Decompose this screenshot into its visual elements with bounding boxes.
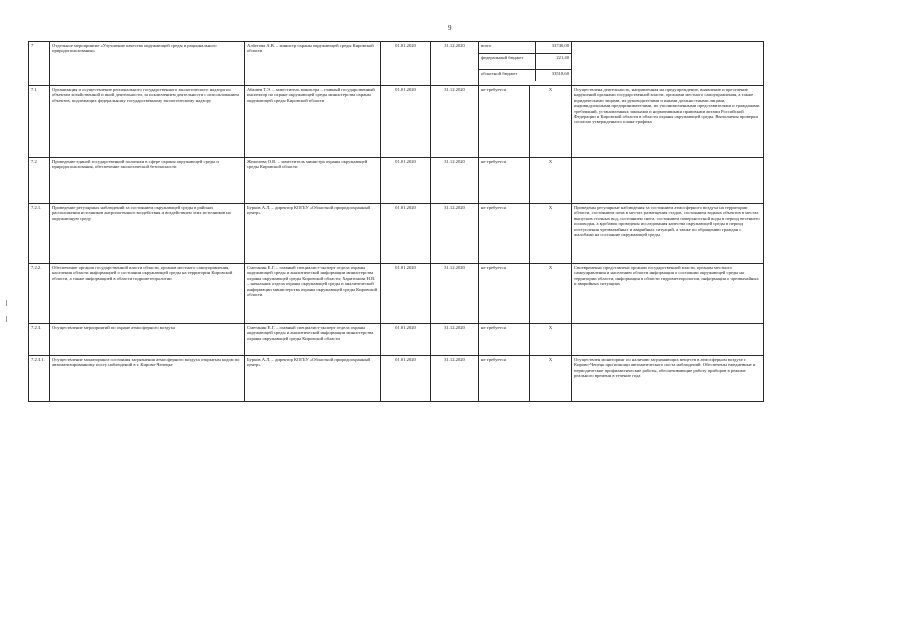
end-date: 31.12.2020	[431, 204, 479, 264]
start-date: 01.01.2020	[381, 42, 431, 86]
table-row	[29, 204, 764, 264]
funding-amount: 221,40	[556, 55, 570, 60]
responsible: Жежелева О.В. – заместитель министра охраны окружающей среды Кировской области	[245, 158, 381, 204]
result	[572, 42, 764, 86]
start-date: 01.01.2020	[381, 158, 431, 204]
margin-mark	[6, 316, 7, 322]
responsible: Сметанин Е.Г. – главный специалист-эксперт отдела охраны окружающей среды и аналитической информации министерства охраны окружающей среды Кировской области	[245, 324, 381, 356]
result: Осуществлен мониторинг по наличию загрязняющих веществ в атмосферном воздухе г. Кирово-Чепецк при помощи автоматического поста наблюдений. Обеспечены ежедневные и периодические профилактические работы, обеспечивающие работу приборов в режиме реального времени в течение года	[572, 356, 764, 402]
funding-status: не требуется	[479, 158, 530, 204]
funding-row	[479, 42, 571, 54]
table-row	[29, 42, 764, 86]
funding-row	[479, 54, 571, 70]
funding-row	[479, 70, 571, 81]
funding-amount: 33740,00	[551, 43, 570, 48]
funding-status: не требуется	[479, 356, 530, 402]
funding-x: Х	[530, 356, 572, 402]
row-number: 7.2	[29, 158, 50, 204]
funding-breakdown	[479, 42, 572, 86]
start-date: 01.01.2020	[381, 264, 431, 324]
funding-x: Х	[530, 158, 572, 204]
table-row	[29, 158, 764, 204]
funding-status: не требуется	[479, 264, 530, 324]
start-date: 01.01.2020	[381, 204, 431, 264]
start-date: 01.01.2020	[381, 356, 431, 402]
funding-x: Х	[530, 324, 572, 356]
funding-label: федеральный бюджет	[479, 54, 536, 69]
end-date: 31.12.2020	[431, 324, 479, 356]
funding-x: Х	[530, 204, 572, 264]
funding-amount: 33518,60	[551, 71, 570, 76]
result	[572, 158, 764, 204]
row-number: 7.2.2.	[29, 264, 50, 324]
table-row	[29, 324, 764, 356]
table-row	[29, 356, 764, 402]
row-number: 7	[29, 42, 50, 86]
result: Проведены регулярные наблюдения за состоянием атмосферного воздуха на территории области, состоянием почв в местах размещения стадов, состоянием водных объектов в местах выпусков сточных вод, состоянием снега, состоянием поверхностной воды в период весеннего половодья, а вдобавок проведены исследования качества окружающей среды в период поступления чрезвычайных и аварийных ситуаций, а также по обращению граждан с жалобами на состояние окружающей среды	[572, 204, 764, 264]
end-date: 31.12.2020	[431, 158, 479, 204]
activity-name: Осуществление мероприятий по охране атмосферного воздуха	[50, 324, 245, 356]
funding-status: не требуется	[479, 204, 530, 264]
end-date: 31.12.2020	[431, 42, 479, 86]
activity-name: Отдельное мероприятие «Улучшение качества окружающей среды и рационального природопользования»	[50, 42, 245, 86]
end-date: 31.12.2020	[431, 264, 479, 324]
page-number: 9	[448, 24, 452, 32]
activity-name: Организация и осуществление регионального государственного экологического надзора по объектам хозяйственной и иной деятельности, за исключением деятельности с использованием объектов, подлежащих федеральному государственному экологическому надзору	[50, 86, 245, 158]
funding-label: всего	[479, 42, 536, 53]
activity-name: Проведение единой государственной политики в сфере охраны окружающей среды и природопользования, обеспечение экологической безопасности	[50, 158, 245, 204]
activity-name: Обеспечение органов государственной власти области, органов местного самоуправления, населения области информацией о состоянии окружающей среды на территории Кировской области, а также информацией в области гидрометеорологии	[50, 264, 245, 324]
funding-x: Х	[530, 264, 572, 324]
margin-mark	[6, 300, 7, 306]
responsible: Бурков А.Л. – директор КОГБУ «Областной природоохранный центр»	[245, 356, 381, 402]
table-row	[29, 86, 764, 158]
start-date: 01.01.2020	[381, 86, 431, 158]
activity-table	[28, 41, 764, 402]
result: Осуществлена деятельность, направленная на предупреждение, выявление и пресечение нарушений органами государственной власти, органами местного самоуправления, а также юридическими лицами, их руководителями и иными должностными лицами, индивидуальными предпринимателями, их уполномоченными представителями и гражданами требований, установленных законами и нормативными правовыми актами Российской Федерации и Кировской области в области охраны окружающей среды. Выполнены проверки согласно утвержденного плана-графика	[572, 86, 764, 158]
activity-name: Проведение регулярных наблюдений за состоянием окружающей среды в районах расположения источников антропогенного воздействия и воздействием этих источников на окружающую среду	[50, 204, 245, 264]
funding-x: Х	[530, 86, 572, 158]
funding-status: не требуется	[479, 86, 530, 158]
result	[572, 324, 764, 356]
table-row	[29, 264, 764, 324]
end-date: 31.12.2020	[431, 356, 479, 402]
start-date: 01.01.2020	[381, 324, 431, 356]
result: Своевременно представлена органам государственной власти, органам местного самоуправления и населению области информация о состоянии окружающей среды на территории области, информация в области гидрометеорологии, информация о чрезвычайных и аварийных ситуациях	[572, 264, 764, 324]
row-number: 7.2.3.	[29, 324, 50, 356]
end-date: 31.12.2020	[431, 86, 479, 158]
funding-label: областной бюджет	[479, 70, 536, 81]
responsible: Албегова А.В. – министр охраны окружающей среды Кировской области	[245, 42, 381, 86]
responsible: Абашев Т.Э. – заместитель министра – главный государственный инспектор по охране окружающей среды министерства охраны окружающей среды Кировской области	[245, 86, 381, 158]
row-number: 7.1	[29, 86, 50, 158]
activity-name: Осуществление мониторинга состояния загрязнения атмосферного воздуха открытым кодом по автоматизированному посту наблюдений в г. Кирово-Чепецке	[50, 356, 245, 402]
responsible: Бурков А.Л. – директор КОГБУ «Областной природоохранный центр»	[245, 204, 381, 264]
funding-status: не требуется	[479, 324, 530, 356]
row-number: 7.2.1.	[29, 204, 50, 264]
row-number: 7.2.3.1.	[29, 356, 50, 402]
responsible: Сметанин Е.Г. – главный специалист-эксперт отдела охраны окружающей среды и аналитической информации министерства охраны окружающей среды Кировской области; Харитонова Н.В. – начальник отдела охраны окружающей среды и аналитической информации министерства охраны окружающей среды Кировской области	[245, 264, 381, 324]
